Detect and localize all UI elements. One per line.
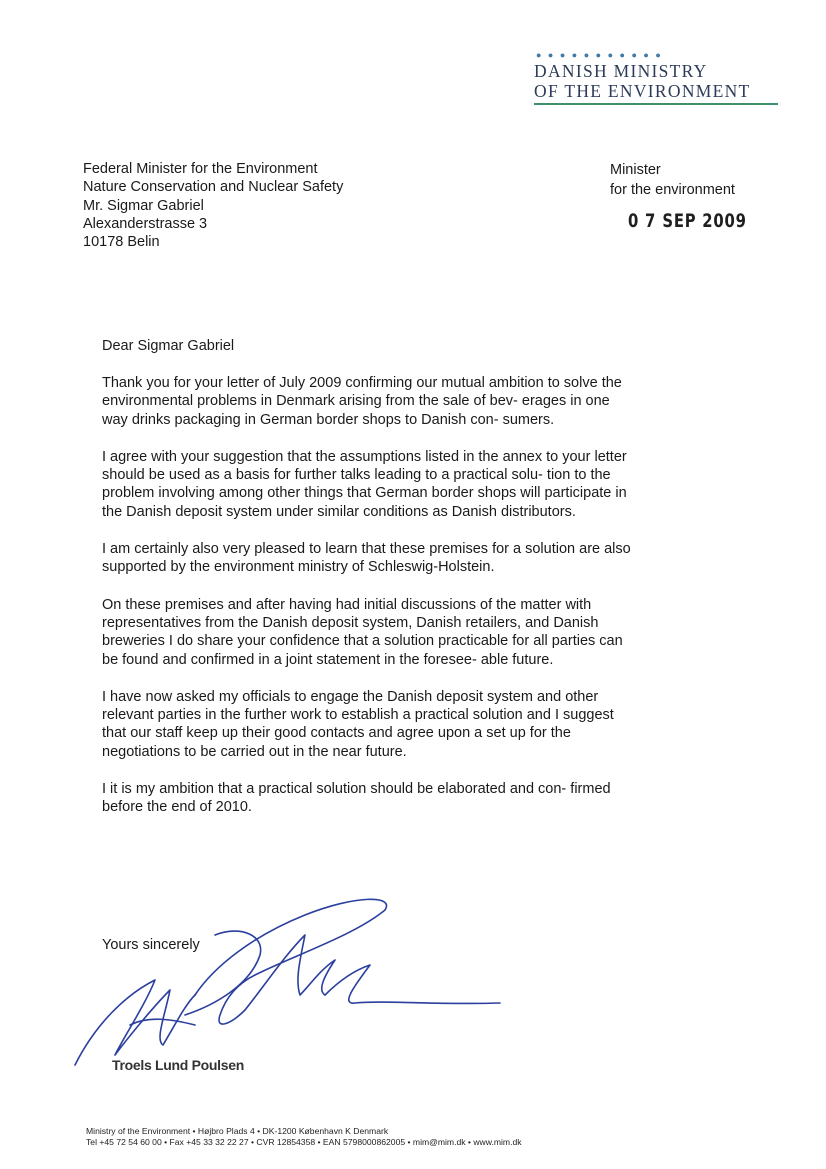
body-paragraph: I am certainly also very pleased to learn that these premises for a solution are also supported by the environment ministry of Schleswig-Holstein. xyxy=(102,541,631,576)
letterhead xyxy=(534,50,784,105)
recipient-address xyxy=(83,160,343,251)
recipient-line: Alexanderstrasse 3 xyxy=(83,215,208,232)
letter-body xyxy=(102,374,632,836)
recipient-line: 10178 Belin xyxy=(83,234,160,251)
letterhead-rule xyxy=(534,103,778,105)
salutation: Dear Sigmar Gabriel xyxy=(102,338,235,354)
handwritten-signature xyxy=(55,875,515,1085)
date-stamp-month-year: SEP 2009 xyxy=(662,210,747,232)
date-stamp-day: 0 7 xyxy=(628,210,657,232)
footer-contacts: Tel +45 72 54 60 00 • Fax +45 33 32 22 27 • CVR 12854358 • EAN 5798000862005 • mim@mim.dk • www.mim.dk xyxy=(86,1137,522,1147)
sender-subtitle: for the environment xyxy=(610,182,735,198)
letterhead-dots: ● ● ● ● ● ● ● ● ● ● ● xyxy=(536,50,663,60)
recipient-line: Mr. Sigmar Gabriel xyxy=(83,197,204,214)
recipient-line: Federal Minister for the Environment xyxy=(83,161,318,177)
letterhead-line-1: DANISH MINISTRY xyxy=(534,61,708,81)
signer-name: Troels Lund Poulsen xyxy=(112,1057,244,1073)
body-paragraph: I it is my ambition that a practical solution should be elaborated and con- firmed before the end of 2010. xyxy=(102,781,611,816)
letterhead-line-2: OF THE ENVIRONMENT xyxy=(534,81,751,101)
body-paragraph: Thank you for your letter of July 2009 confirming our mutual ambition to solve the environmental problems in Denmark arising from the sale of bev- erages in one way drinks packaging in German border shops to Danish con- sumers. xyxy=(102,375,622,428)
footer xyxy=(86,1126,522,1148)
recipient-line: Nature Conservation and Nuclear Safety xyxy=(83,179,344,196)
sender-title: Minister xyxy=(610,162,661,178)
sender-block xyxy=(610,160,735,200)
body-paragraph: I have now asked my officials to engage the Danish deposit system and other relevant parties in the further work to establish a practical solution and I suggest that our staff keep up their good contacts and agree upon a set up for the negotiations to be carried out in the near future. xyxy=(102,688,614,760)
body-paragraph: On these premises and after having had initial discussions of the matter with representatives from the Danish deposit system, Danish retailers, and Danish breweries I do share your confidence that a solution practicable for all parties can be found and confirmed in a joint statement in the foresee- able future. xyxy=(102,596,623,668)
footer-address: Ministry of the Environment • Højbro Plads 4 • DK-1200 København K Denmark xyxy=(86,1126,389,1136)
date-stamp xyxy=(628,210,747,232)
body-paragraph: I agree with your suggestion that the assumptions listed in the annex to your letter should be used as a basis for further talks leading to a practical solu- tion to the problem involving among other things that German border shops will participate in the Danish deposit system under similar conditions as Danish distributors. xyxy=(102,448,627,520)
closing: Yours sincerely xyxy=(102,937,200,953)
